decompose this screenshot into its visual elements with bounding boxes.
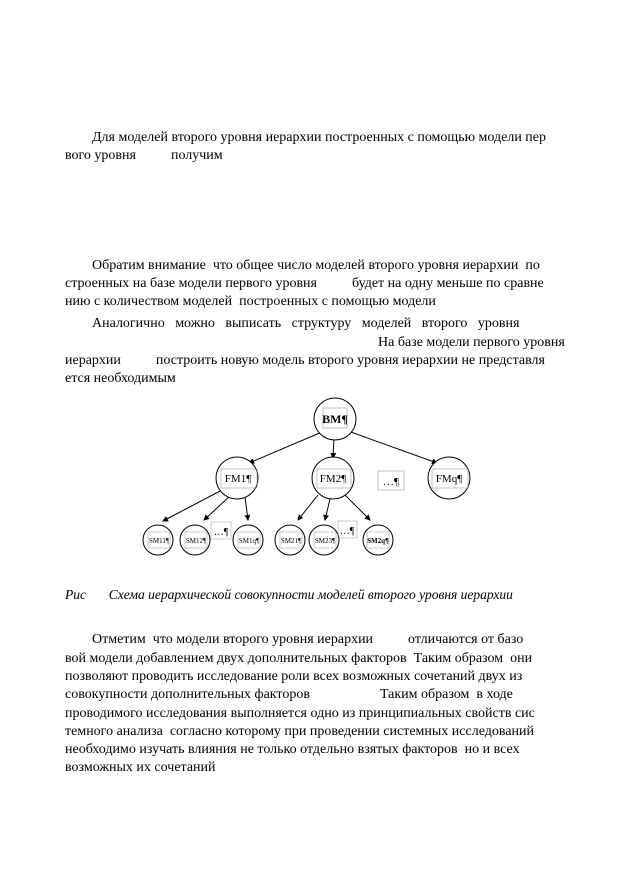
figure-caption-label: Рис	[65, 587, 86, 602]
paragraph-3-line-4: ется необходимым	[65, 371, 176, 386]
paragraph-4-line-7: необходимо изучать влияния не только отдельно взятых факторов но и всех	[65, 742, 520, 757]
node-sm21	[275, 525, 305, 555]
edge-bm-fmq	[348, 431, 437, 463]
paragraph-1-line-1: Для моделей второго уровня иерархии построенных с помощью модели пер	[92, 130, 547, 145]
paragraph-1-line-2: вого уровня получим	[65, 148, 223, 163]
node-sm11	[143, 525, 173, 555]
node-sm2q	[363, 525, 393, 555]
level2-right-ellipsis-label: …¶	[339, 526, 355, 537]
node-fm2	[312, 457, 354, 499]
paragraph-4-line-2: вой модели добавлением двух дополнительных факторов Таким образом они	[65, 651, 533, 666]
level2-left-ellipsis	[211, 522, 231, 539]
node-sm23	[309, 525, 339, 555]
paragraph-4-line-8: возможных их сочетаний	[65, 760, 216, 775]
node-fm1-label: FM1¶	[224, 473, 252, 485]
node-bm	[314, 398, 356, 440]
paragraph-3-line-2: На базе модели первого уровня	[378, 335, 565, 350]
node-fmq-label: FMq¶	[435, 473, 463, 485]
edge-fm1-sm12	[204, 496, 230, 520]
figure-caption-text: Схема иерархической совокупности моделей второго уровня иерархии	[108, 587, 513, 602]
node-sm2q-label: SM2q¶	[367, 537, 389, 545]
edge-fm2-sm2q	[345, 495, 370, 520]
paragraph-3-line-3: иерархии построить новую модель второго уровня иерархии не представля	[65, 353, 545, 368]
node-sm11-label: SM11¶	[148, 537, 170, 545]
paragraph-4-line-6: темного анализа согласно которому при проведении системных исследований	[65, 724, 534, 739]
edge-fm1-sm11	[163, 490, 222, 521]
node-sm1q	[233, 525, 263, 555]
paragraph-4-line-4: совокупности дополнительных факторов Таким образом в ходе	[65, 687, 513, 702]
paragraph-4-line-1: Отметим что модели второго уровня иерархии отличаются от базо	[92, 632, 524, 647]
node-sm21-label: SM21¶	[280, 537, 302, 545]
paragraph-2-line-1: Обратим внимание что общее число моделей второго уровня иерархии по	[92, 258, 540, 273]
edge-fm1-sm1q	[245, 497, 248, 520]
node-fm2-label: FM2¶	[319, 473, 347, 485]
paragraph-2-line-2: строенных на базе модели первого уровня будет на одну меньше по сравне	[65, 276, 544, 291]
edge-fm2-sm23	[325, 499, 330, 520]
paragraph-4-line-5: проводимого исследования выполняется одно из принципиальных свойств сис	[65, 706, 535, 721]
edge-bm-fm1	[249, 432, 322, 463]
paragraph-4-line-3: позволяют проводить исследование роли всех возможных сочетаний двух из	[65, 669, 523, 684]
node-sm12-label: SM12¶	[185, 537, 207, 545]
edge-fm2-sm21	[298, 495, 318, 520]
node-sm12	[180, 525, 210, 555]
node-bm-label: BM¶	[322, 412, 348, 426]
node-sm1q-label: SM1q¶	[238, 537, 260, 545]
paragraph-3-line-1: Аналогично можно выписать структуру моделей второго уровня	[92, 316, 520, 331]
level1-ellipsis	[378, 471, 404, 490]
node-fm1	[216, 457, 258, 499]
figure-caption	[65, 587, 513, 603]
level2-right-ellipsis	[338, 521, 357, 538]
node-fmq	[428, 457, 470, 499]
node-sm23-label: SM23¶	[314, 537, 336, 545]
paragraph-2-line-3: нию с количеством моделей построенных с помощью модели	[65, 294, 436, 309]
level2-left-ellipsis-label: …¶	[213, 527, 229, 538]
level1-ellipsis-label: …¶	[383, 476, 399, 488]
